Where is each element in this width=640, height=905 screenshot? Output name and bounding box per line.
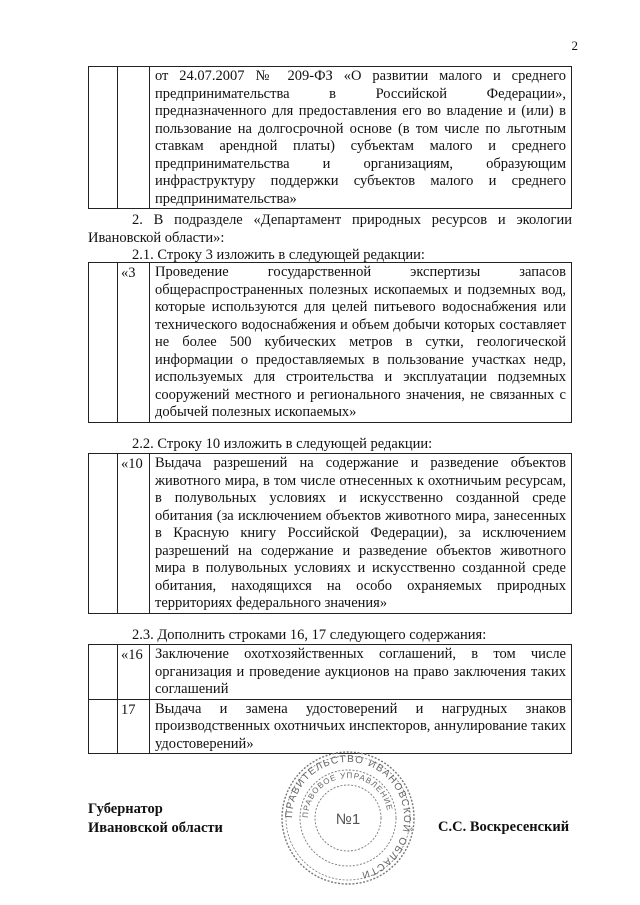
table-rows-16-17 [88, 644, 572, 754]
official-seal [268, 748, 428, 888]
signature-title [88, 800, 223, 838]
table-row-10 [88, 453, 572, 614]
subparagraph-2-3: 2.3. Дополнить строками 16, 17 следующего содержания: [132, 627, 487, 643]
seal-number: №1 [335, 811, 361, 828]
table-row-3 [88, 262, 572, 423]
row-number: «10 [118, 454, 150, 614]
row-number: «3 [118, 263, 150, 423]
signature-name: С.С. Воскресенский [438, 819, 570, 835]
row-text: Выдача разрешений на содержание и разведение объектов животного мира, в том числе отнесенных к охотничьим ресурсам, в полувольных условиях и искусственно созданной среде обитания (за исключением объектов животного мира, занесенных в Красную книгу Российской Федерации), за исключением разрешений на содержание и разведение объектов животного мира в полувольных условиях и искусственно созданной среде обитания, находящихся на особо охраняемых природных территориях федерального значения» [150, 454, 572, 614]
row-number: 17 [118, 699, 150, 754]
seal-outer-text: ПРАВИТЕЛЬСТВО ИВАНОВСКОЙ ОБЛАСТИ [283, 753, 413, 881]
signature-title-line2: Ивановской области [88, 820, 223, 836]
row-text: Заключение охотхозяйственных соглашений, в том числе организация и проведение аукционов на право заключения таких соглашений [150, 645, 572, 700]
paragraph-2: 2. В подразделе «Департамент природных ресурсов и экологии Ивановской области»: [88, 212, 572, 246]
table-row [89, 67, 572, 209]
row-number [118, 67, 150, 209]
table-row [89, 454, 572, 614]
row-number: «16 [118, 645, 150, 700]
row-text: Проведение государственной экспертизы запасов общераспространенных полезных ископаемых и подземных вод, которые используются для целей питьевого водоснабжения или технического водоснабжения и объем добычи которых составляет не более 500 кубических метров в сутки, геологической информации о предоставляемых в пользование участках недр, используемых для строительства и эксплуатации подземных сооружений местного и регионального значения, не связанных с добычей полезных ископаемых» [150, 263, 572, 423]
table-row [89, 699, 572, 754]
subparagraph-2-1: 2.1. Строку 3 изложить в следующей редакции: [132, 247, 425, 263]
table-continuation [88, 66, 572, 209]
table-row [89, 263, 572, 423]
table-row [89, 645, 572, 700]
row-text: от 24.07.2007 № 209-ФЗ «О развитии малого и среднего предпринимательства в Российской Федерации», предназначенного для предоставления его во владение и (или) в пользование на долгосрочной основе (в том числе по льготным ставкам арендной платы) субъектам малого и среднего предпринимательства и организациям, образующим инфраструктуру поддержки субъектов малого и среднего предпринимательства» [150, 67, 572, 209]
page-number: 2 [571, 38, 578, 53]
seal-inner-text: ПРАВОВОЕ УПРАВЛЕНИЕ [300, 770, 395, 819]
signature-title-line1: Губернатор [88, 801, 163, 817]
row-text: Выдача и замена удостоверений и нагрудных знаков производственных охотничьих инспекторов, аннулирование таких удостоверений» [150, 699, 572, 754]
subparagraph-2-2: 2.2. Строку 10 изложить в следующей редакции: [132, 436, 433, 452]
